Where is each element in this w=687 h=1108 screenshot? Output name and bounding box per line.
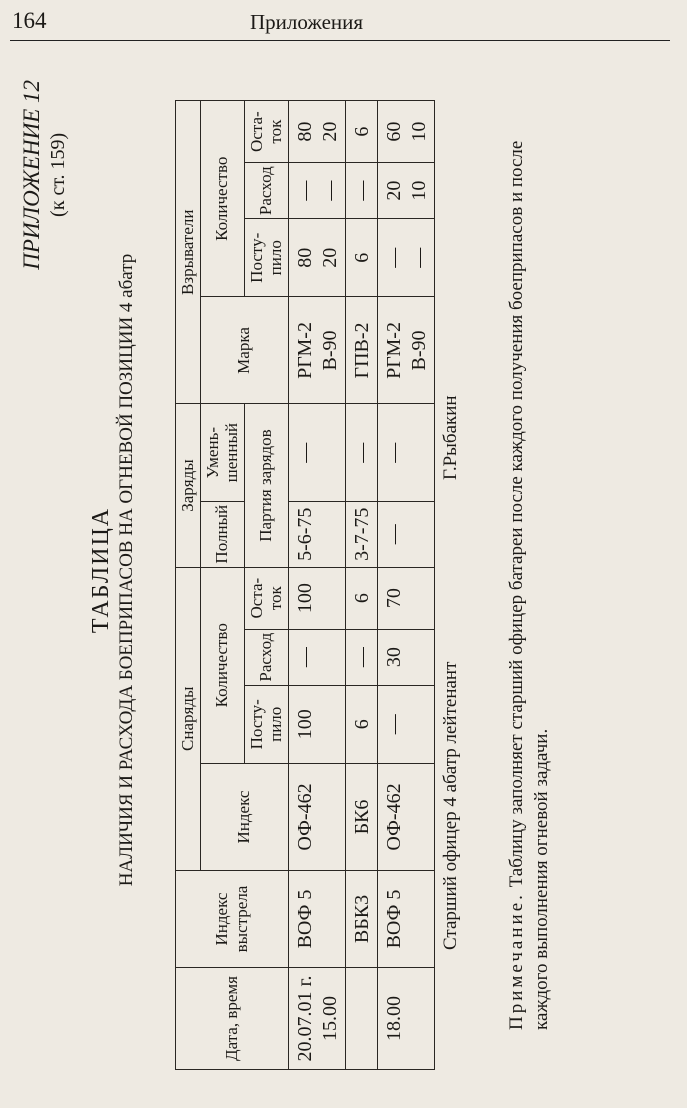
ammo-table bbox=[175, 100, 435, 1070]
signature-name: Г.Рыбакин bbox=[440, 395, 461, 480]
table-cell: — bbox=[345, 404, 377, 501]
table-cell bbox=[345, 968, 377, 1070]
table-cell: 60 10 bbox=[377, 101, 434, 163]
col-full: Полный bbox=[200, 501, 244, 567]
table-cell: — bbox=[345, 629, 377, 685]
col-shell-index: Индекс bbox=[200, 764, 288, 871]
table-cell: 70 bbox=[377, 567, 434, 629]
page-number: 164 bbox=[12, 8, 47, 33]
table-cell: ВОФ 5 bbox=[377, 871, 434, 968]
table-cell: 100 bbox=[288, 567, 345, 629]
col-brand: Марка bbox=[200, 297, 288, 404]
table-cell: 100 bbox=[288, 685, 345, 763]
col-shot-index: Индекс выстрела bbox=[176, 871, 289, 968]
table-cell: ОФ-462 bbox=[288, 764, 345, 871]
table-cell: 6 bbox=[345, 101, 377, 163]
table-title: ТАБЛИЦА bbox=[88, 506, 114, 634]
table-cell: 6 bbox=[345, 685, 377, 763]
rotated-content bbox=[0, 50, 687, 1090]
group-fuzes: Взрыватели bbox=[176, 101, 201, 404]
table-cell: — — bbox=[288, 163, 345, 219]
table-cell: 3-7-75 bbox=[345, 501, 377, 567]
table-cell: 80 20 bbox=[288, 101, 345, 163]
table-cell: — bbox=[345, 163, 377, 219]
table-cell: 30 bbox=[377, 629, 434, 685]
appendix-label bbox=[18, 80, 70, 270]
signature-rank: Старший офицер 4 абатр лейтенант bbox=[440, 661, 461, 950]
table-cell: ОФ-462 bbox=[377, 764, 434, 871]
col-shell-spent: Расход bbox=[244, 629, 288, 685]
table-cell: — bbox=[377, 685, 434, 763]
table-cell: 6 bbox=[345, 567, 377, 629]
col-date: Дата, время bbox=[176, 968, 289, 1070]
col-fuze-remaining: Оста-ток bbox=[244, 101, 288, 163]
table-cell: — bbox=[377, 501, 434, 567]
table-row bbox=[377, 101, 434, 1070]
footnote-lead: Примечание. bbox=[506, 892, 527, 1030]
col-shell-received: Посту-пило bbox=[244, 685, 288, 763]
table-cell: БК6 bbox=[345, 764, 377, 871]
page-header bbox=[0, 0, 687, 48]
group-charges: Заряды bbox=[176, 404, 201, 567]
group-shell-qty: Количество bbox=[200, 567, 244, 763]
table-cell: 80 20 bbox=[288, 219, 345, 297]
table-cell: 20 10 bbox=[377, 163, 434, 219]
col-shell-remaining: Оста-ток bbox=[244, 567, 288, 629]
footnote-text: Таблицу заполняет старший офицер батареи после каждого получения боеприпасов и после каждого выполнения огневой задачи. bbox=[506, 140, 552, 1030]
group-fuze-qty: Количество bbox=[200, 101, 244, 297]
appendix-number: ПРИЛОЖЕНИЕ 12 bbox=[19, 80, 44, 270]
col-fuze-spent: Расход bbox=[244, 163, 288, 219]
col-charge-lot: Партия зарядов bbox=[244, 404, 288, 567]
table-cell: — bbox=[288, 404, 345, 501]
table-cell: ВОФ 5 bbox=[288, 871, 345, 968]
col-reduced: Умень-шенный bbox=[200, 404, 244, 501]
col-fuze-received: Посту-пило bbox=[244, 219, 288, 297]
table-cell: — — bbox=[377, 219, 434, 297]
header-row-1 bbox=[176, 101, 201, 1070]
table-cell: 6 bbox=[345, 219, 377, 297]
header-rule bbox=[10, 40, 670, 41]
running-head: Приложения bbox=[250, 10, 364, 34]
table-row bbox=[345, 101, 377, 1070]
table-cell: 5-6-75 bbox=[288, 501, 345, 567]
table-cell: 18.00 bbox=[377, 968, 434, 1070]
table-cell: ГПВ-2 bbox=[345, 297, 377, 404]
appendix-ref: (к ст. 159) bbox=[46, 132, 69, 217]
table-subtitle: НАЛИЧИЯ И РАСХОДА БОЕПРИПАСОВ НА ОГНЕВОЙ ПОЗИЦИИ 4 абатр bbox=[116, 253, 137, 887]
table-cell: 20.07.01 г. 15.00 bbox=[288, 968, 345, 1070]
table-body bbox=[288, 101, 434, 1070]
footnote bbox=[505, 70, 554, 1030]
table-cell: — bbox=[377, 404, 434, 501]
table-cell: — bbox=[288, 629, 345, 685]
table-cell: ВБК3 bbox=[345, 871, 377, 968]
table-row bbox=[288, 101, 345, 1070]
table-cell: РГМ-2 В-90 bbox=[288, 297, 345, 404]
table-cell: РГМ-2 В-90 bbox=[377, 297, 434, 404]
group-shells: Снаряды bbox=[176, 567, 201, 870]
